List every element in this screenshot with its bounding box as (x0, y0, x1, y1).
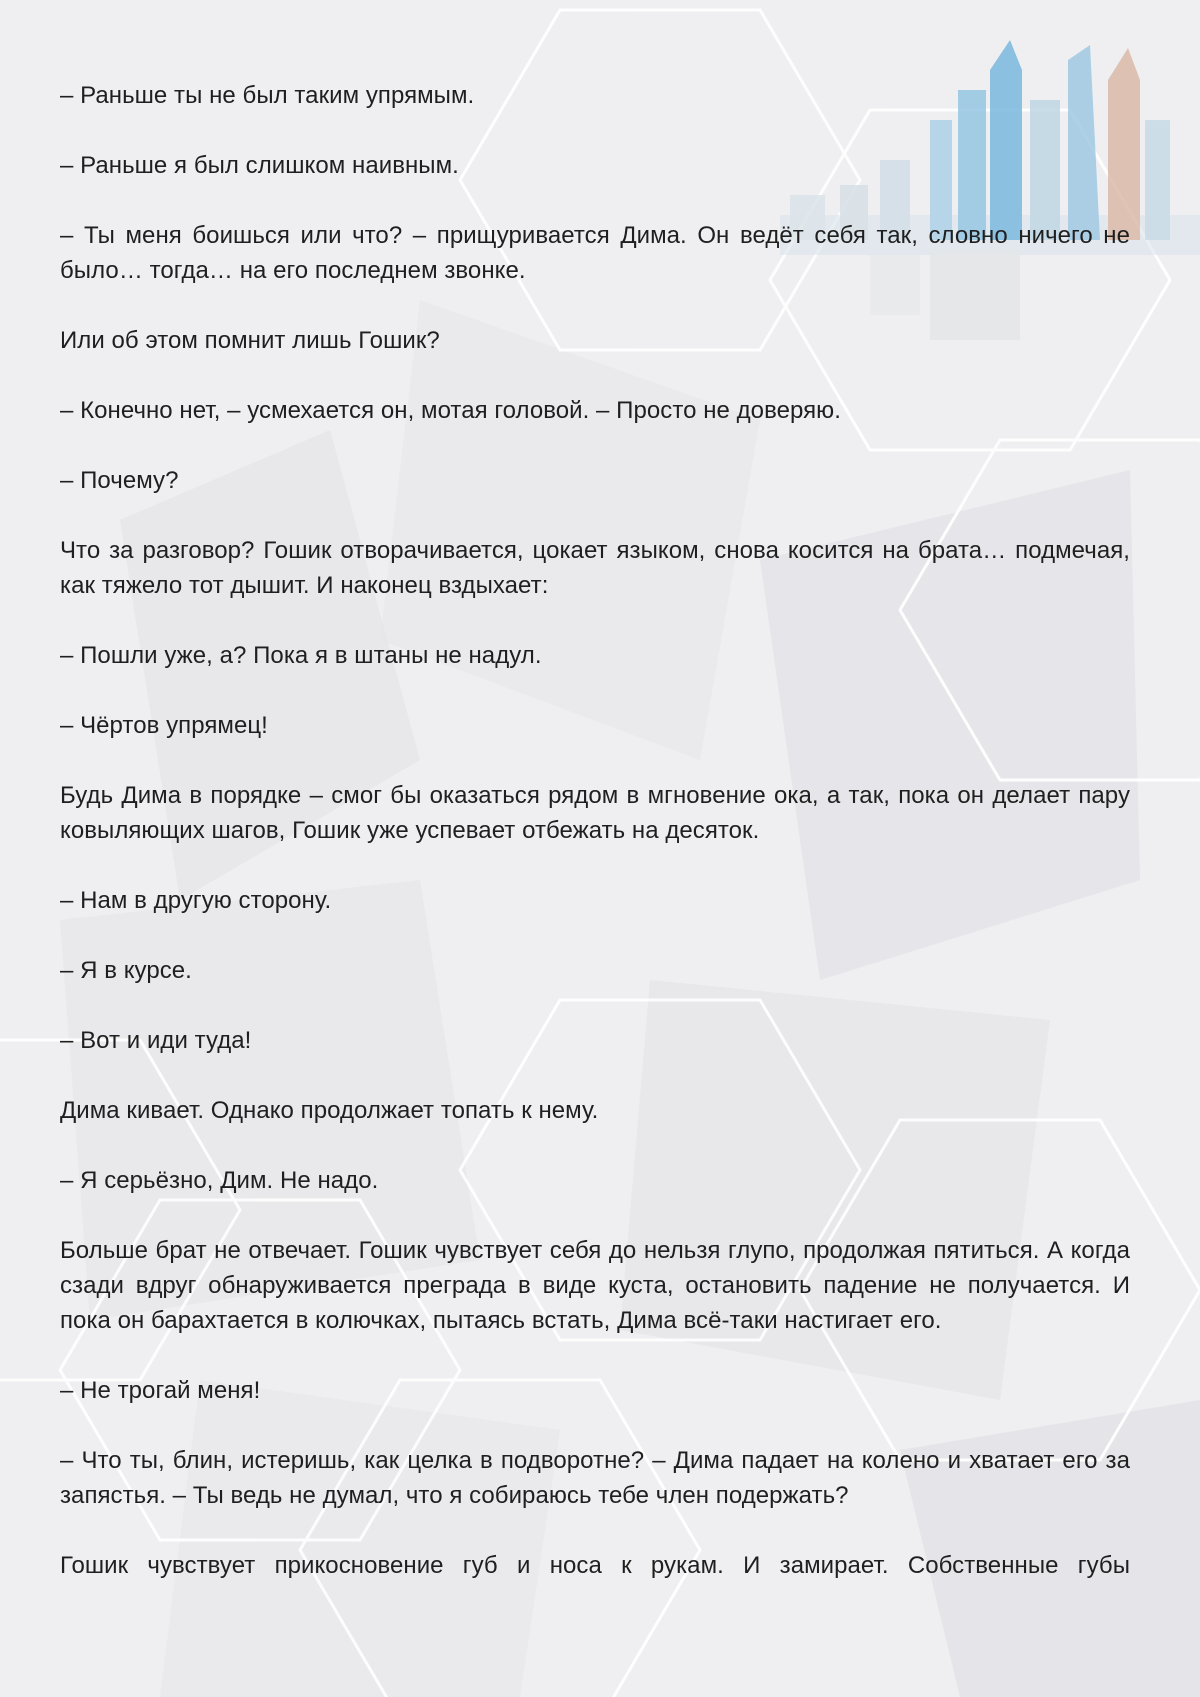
paragraph: – Я серьёзно, Дим. Не надо. (60, 1167, 379, 1194)
paragraph: Что за разговор? Гошик отворачивается, цокает языком, снова косится на брата… подмечая, как тяжело тот дышит. И наконец вздыхает: (60, 537, 1130, 599)
paragraph: – Раньше ты не был таким упрямым. (60, 82, 475, 109)
paragraph: – Вот и иди туда! (60, 1027, 252, 1054)
paragraph: Будь Дима в порядке – смог бы оказаться рядом в мгновение ока, а так, пока он делает пару ковыляющих шагов, Гошик уже успевает отбежать на десяток. (60, 782, 1130, 844)
paragraph: – Ты меня боишься или что? – прищуривается Дима. Он ведёт себя так, словно ничего не было… тогда… на его последнем звонке. (60, 222, 1130, 284)
paragraph: – Нам в другую сторону. (60, 887, 332, 914)
paragraph: – Конечно нет, – усмехается он, мотая головой. – Просто не доверяю. (60, 397, 841, 424)
paragraph: – Я в курсе. (60, 957, 192, 984)
paragraph: – Не трогай меня! (60, 1377, 261, 1404)
paragraph: – Чёртов упрямец! (60, 712, 268, 739)
paragraph: – Пошли уже, а? Пока я в штаны не надул. (60, 642, 542, 669)
document-page (60, 78, 1130, 1583)
paragraph: – Раньше я был слишком наивным. (60, 152, 459, 179)
paragraph: – Что ты, блин, истеришь, как целка в подворотне? – Дима падает на колено и хватает его за запястья. – Ты ведь не думал, что я собираюсь тебе член подержать? (60, 1447, 1130, 1509)
paragraph: Гошик чувствует прикосновение губ и носа к рукам. И замирает. Собственные губы (60, 1552, 1130, 1579)
paragraph: – Почему? (60, 467, 179, 494)
paragraph: Или об этом помнит лишь Гошик? (60, 327, 440, 354)
paragraph: Дима кивает. Однако продолжает топать к нему. (60, 1097, 599, 1124)
paragraph: Больше брат не отвечает. Гошик чувствует себя до нельзя глупо, продолжая пятиться. А когда сзади вдруг обнаруживается преграда в виде куста, остановить падение не получается. И пока он барахтается в колючках, пытаясь встать, Дима всё-таки настигает его. (60, 1237, 1130, 1334)
